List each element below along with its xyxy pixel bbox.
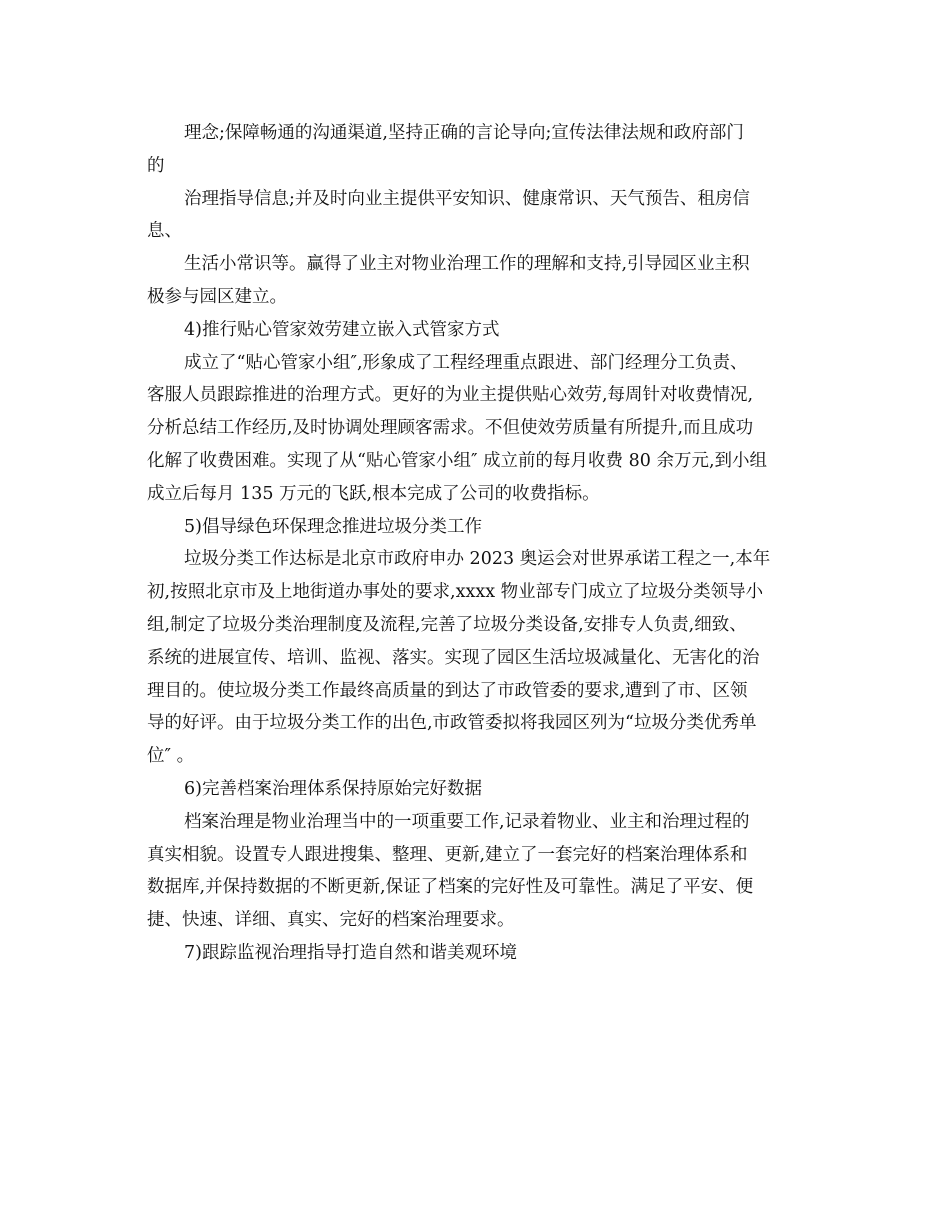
section-heading: 7)跟踪监视治理指导打造自然和谐美观环境 <box>184 942 517 963</box>
text-line: 治理指导信息;并及时向业主提供平安知识、健康常识、天气预告、租房信 <box>184 188 750 209</box>
text-line: 真实相貌。设置专人跟进搜集、整理、更新,建立了一套完好的档案治理体系和 <box>147 844 748 865</box>
text-line: 分析总结工作经历,及时协调处理顾客需求。不但使效劳质量有所提升,而且成功 <box>147 418 754 439</box>
text-line: 初,按照北京市及上地街道办事处的要求,xxxx 物业部专门成立了垃圾分类领导小 <box>147 582 764 603</box>
section-heading: 4)推行贴心管家效劳建立嵌入式管家方式 <box>184 319 500 340</box>
text-line: 数据库,并保持数据的不断更新,保证了档案的完好性及可靠性。满足了平安、便 <box>147 877 754 898</box>
section-heading: 6)完善档案治理体系保持原始完好数据 <box>184 778 482 799</box>
text-line: 极参与园区建立。 <box>147 286 287 307</box>
text-line: 导的好评。由于垃圾分类工作的出色,市政管委拟将我园区列为“垃圾分类优秀单 <box>147 713 757 734</box>
section-heading: 5)倡导绿色环保理念推进垃圾分类工作 <box>184 516 482 537</box>
text-line: 理念;保障畅通的沟通渠道,坚持正确的言论导向;宣传法律法规和政府部门 <box>184 123 744 143</box>
text-line: 垃圾分类工作达标是北京市政府申办 2023 奥运会对世界承诺工程之一,本年 <box>184 549 771 570</box>
text-line: 生活小常识等。赢得了业主对物业治理工作的理解和支持,引导园区业主积 <box>184 254 750 275</box>
text-line: 化解了收费困难。实现了从“贴心管家小组″ 成立前的每月收费 80 余万元,到小组 <box>147 450 767 471</box>
text-line: 客服人员跟踪推进的治理方式。更好的为业主提供贴心效劳,每周针对收费情况, <box>147 385 754 406</box>
document-page <box>147 117 807 970</box>
text-line: 成立了“贴心管家小组″,形象成了工程经理重点跟进、部门经理分工负责、 <box>184 352 748 373</box>
text-line: 捷、快速、详细、真实、完好的档案治理要求。 <box>147 910 515 931</box>
text-line: 息、 <box>147 221 182 242</box>
text-line: 组,制定了垃圾分类治理制度及流程,完善了垃圾分类设备,安排专人负责,细致、 <box>147 614 747 635</box>
text-line: 档案治理是物业治理当中的一项重要工作,记录着物业、业主和治理过程的 <box>184 811 750 832</box>
text-line: 的 <box>147 155 165 176</box>
text-line: 理目的。使垃圾分类工作最终高质量的到达了市政管委的要求,遭到了市、区领 <box>147 680 748 701</box>
text-line: 成立后每月 135 万元的飞跃,根本完成了公司的收费指标。 <box>147 483 600 504</box>
text-line: 位″ 。 <box>147 746 195 767</box>
text-line: 系统的进展宣传、培训、监视、落实。实现了园区生活垃圾减量化、无害化的治 <box>147 647 760 668</box>
